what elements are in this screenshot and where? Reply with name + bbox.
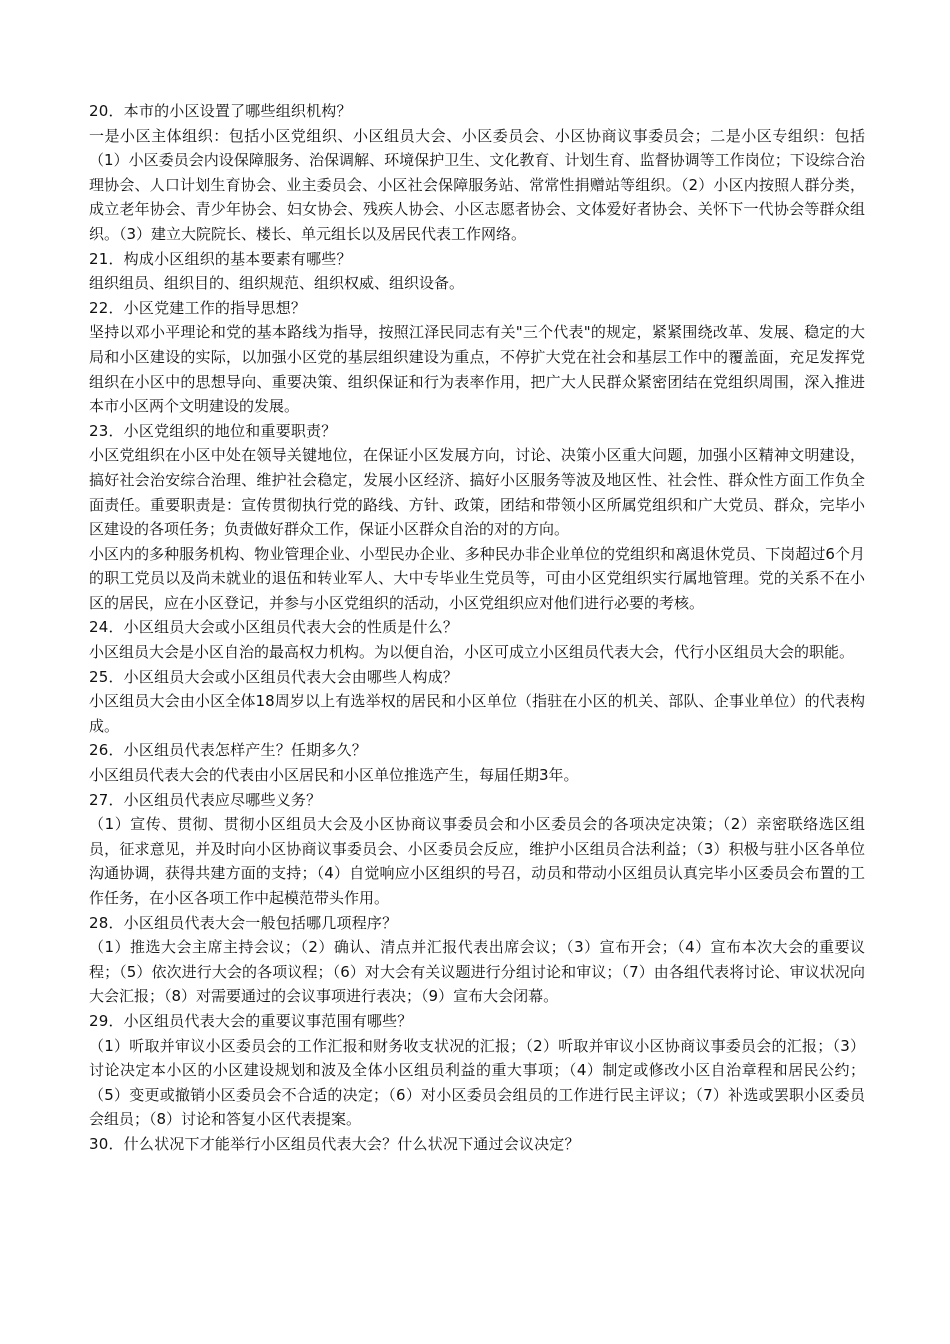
qa-item-29	[89, 1009, 865, 1132]
question-20: 20．本市的小区设置了哪些组织机构？	[89, 102, 352, 120]
question-29: 29．小区组员代表大会的重要议事范围有哪些？	[89, 1011, 413, 1030]
qa-item-28	[89, 911, 865, 1009]
answer-20: 一是小区主体组织：包括小区党组织、小区组员大会、小区委员会、小区协商议事委员会；二是小区专组织：包括（1）小区委员会内设保障服务、治保调解、环境保护卫生、文化教育、计划生育、监督协调等工作岗位；下设综合治理协会、人口计划生育协会、业主委员会、小区社会保障服务站、常常性捐赠站等组织。（2）小区内按照人群分类，成立老年协会、青少年协会、妇女协会、残疾人协会、小区志愿者协会、文体爱好者协会、关怀下一代协会等群众组织。（3）建立大院院长、楼长、单元组长以及居民代表工作网络。	[89, 126, 865, 243]
answer-23-part1: 小区党组织在小区中处在领导关键地位，在保证小区发展方向，讨论、决策小区重大问题，加强小区精神文明建设，搞好社会治安综合治理、维护社会稳定，发展小区经济、搞好小区服务等波及地区性、社会性、群众性方面工作负全面责任。重要职责是：宣传贯彻执行党的路线、方针、政策，团结和带领小区所属党组织和广大党员、群众，完毕小区建设的各项任务；负责做好群众工作，保证小区群众自治的对的方向。	[89, 446, 865, 539]
question-26: 26．小区组员代表怎样产生？任期多久？	[89, 741, 367, 760]
qa-item-27	[89, 788, 865, 911]
answer-25: 小区组员大会由小区全体18周岁以上有选举权的居民和小区单位（指驻在小区的机关、部队、企事业单位）的代表构成。	[89, 692, 865, 735]
document-body	[89, 99, 865, 1157]
answer-26: 小区组员代表大会的代表由小区居民和小区单位推选产生，每届任期3年。	[89, 766, 579, 785]
question-22: 22．小区党建工作的指导思想？	[89, 298, 307, 317]
answer-21: 组织组员、组织目的、组织规范、组织权威、组织设备。	[89, 274, 465, 293]
qa-item-20	[89, 99, 865, 247]
question-25: 25．小区组员大会或小区组员代表大会由哪些人构成？	[89, 667, 459, 686]
question-24: 24．小区组员大会或小区组员代表大会的性质是什么？	[89, 618, 459, 637]
qa-item-25	[89, 665, 865, 739]
qa-item-30	[89, 1132, 865, 1157]
question-28: 28．小区组员代表大会一般包括哪几项程序？	[89, 913, 398, 932]
qa-item-23	[89, 419, 865, 616]
answer-24: 小区组员大会是小区自治的最高权力机构。为以便自治，小区可成立小区组员代表大会，代行小区组员大会的职能。	[89, 643, 855, 662]
qa-item-24	[89, 615, 865, 664]
qa-item-22	[89, 296, 865, 419]
question-30: 30．什么状况下才能举行小区组员代表大会？什么状况下通过会议决定？	[89, 1134, 580, 1153]
question-27: 27．小区组员代表应尽哪些义务？	[89, 790, 322, 809]
question-21: 21．构成小区组织的基本要素有哪些？	[89, 249, 352, 268]
answer-28: （1）推选大会主席主持会议；（2）确认、清点并汇报代表出席会议；（3）宣布开会；（4）宣布本次大会的重要议程；（5）依次进行大会的各项议程；（6）对大会有关议题进行分组讨论和审议；（7）由各组代表将讨论、审议状况向大会汇报；（8）对需要通过的会议事项进行表决；（9）宣布大会闭幕。	[89, 938, 865, 1006]
question-23: 23．小区党组织的地位和重要职责？	[89, 421, 337, 440]
qa-item-26	[89, 738, 865, 787]
answer-22: 坚持以邓小平理论和党的基本路线为指导，按照江泽民同志有关"三个代表"的规定，紧紧围绕改革、发展、稳定的大局和小区建设的实际，以加强小区党的基层组织建设为重点，不停扩大党在社会和基层工作中的覆盖面，充足发挥党组织在小区中的思想导向、重要决策、组织保证和行为表率作用，把广大人民群众紧密团结在党组织周围，深入推进本市小区两个文明建设的发展。	[89, 323, 865, 416]
answer-23-part2: 小区内的多种服务机构、物业管理企业、小型民办企业、多种民办非企业单位的党组织和离退休党员、下岗超过6个月的职工党员以及尚未就业的退伍和转业军人、大中专毕业生党员等，可由小区党组织实行属地管理。党的关系不在小区的居民，应在小区登记，并参与小区党组织的活动，小区党组织应对他们进行必要的考核。	[89, 544, 865, 612]
answer-29: （1）听取并审议小区委员会的工作汇报和财务收支状况的汇报；（2）听取并审议小区协商议事委员会的汇报；（3）讨论决定本小区的小区建设规划和波及全体小区组员利益的重大事项；（4）制定或修改小区自治章程和居民公约；（5）变更或撤销小区委员会不合适的决定；（6）对小区委员会组员的工作进行民主评议；（7）补选或罢职小区委员会组员；（8）讨论和答复小区代表提案。	[89, 1036, 865, 1129]
qa-item-21	[89, 247, 865, 296]
answer-27: （1）宣传、贯彻、贯彻小区组员大会及小区协商议事委员会和小区委员会的各项决定决策；（2）亲密联络选区组员，征求意见，并及时向小区协商议事委员会、小区委员会反应，维护小区组员合法利益；（3）积极与驻小区各单位沟通协调，获得共建方面的支持；（4）自觉响应小区组织的号召，动员和带动小区组员认真完毕小区委员会布置的工作任务，在小区各项工作中起模范带头作用。	[89, 815, 865, 907]
